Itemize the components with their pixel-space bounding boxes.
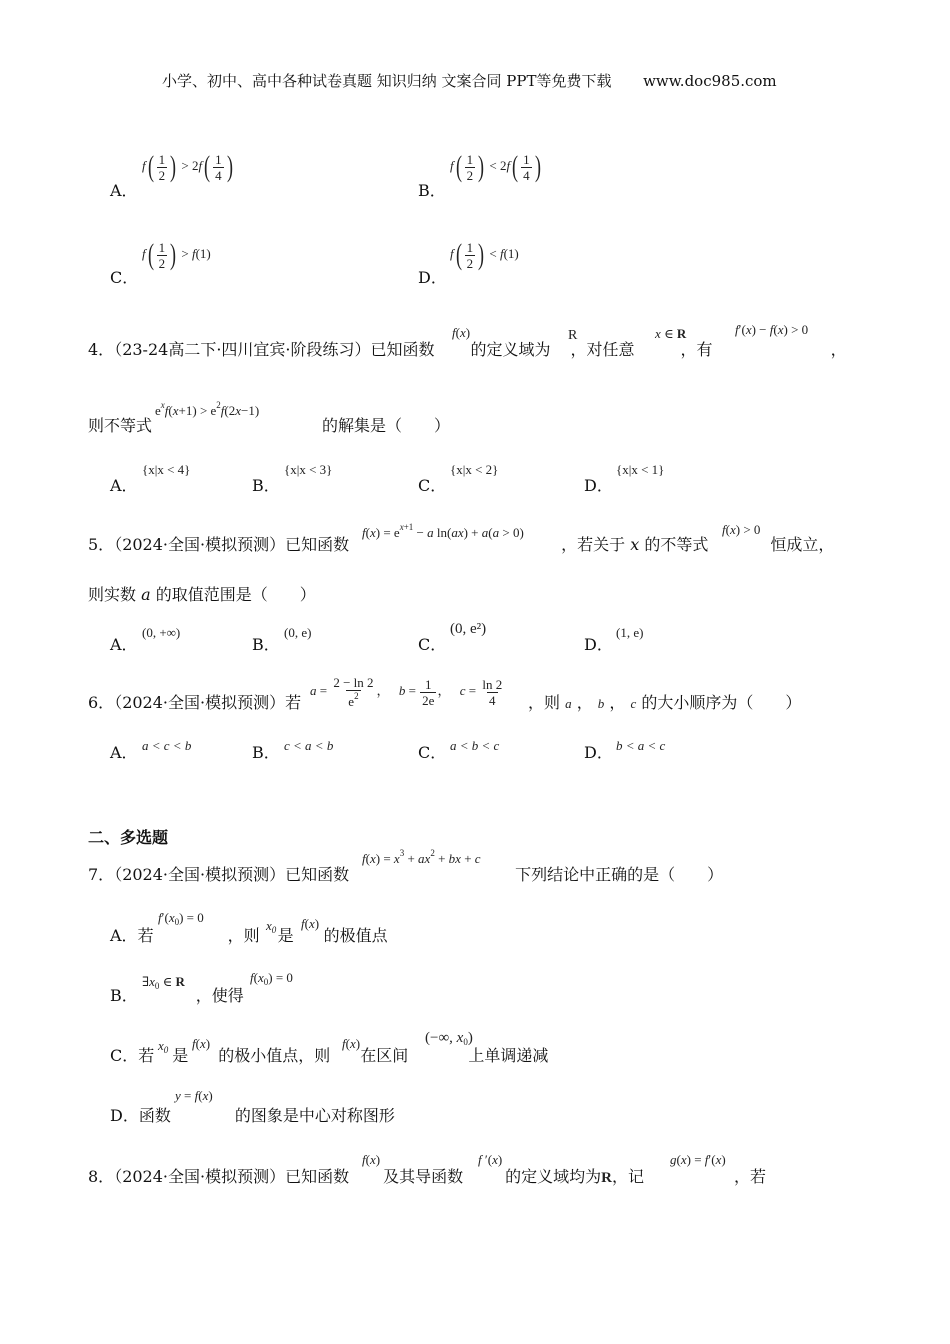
q5-option-a-label: A． [110,635,138,654]
q5-inequality-math: f(x) > 0 [722,522,761,537]
q8-fx-math: f(x) [362,1152,381,1167]
q6-option-d-math: b < a < c [616,738,666,753]
q5-option-c-math: (0, e²) [450,621,487,637]
q5-line1: 5．（2024·全国·模拟预测）已知函数 ，若关于 x 的不等式 恒成立， [88,535,835,554]
q4-inequality-math: $e^xf(x+1) > e^2f(2x-1)$ [155,400,260,418]
q5-option-d-math: (1, e) [616,625,644,640]
q4-option-b-math: {x|x < 3} [284,462,333,477]
q3-option-d-math: f( $\frac{1}{2}$ ) < f(1) [450,238,519,271]
q5-option-b-math: (0, e) [284,625,312,640]
q6-line1: 6．（2024·全国·模拟预测）若 [88,693,302,712]
q6-option-b-math: c < a < b [284,738,334,753]
q6-a-definition-math: a = $\frac{2 - \ln 2}{e^2}$ ， b = $\frac{1}{2e}$ ， c = $\frac{\ln 2}{4}$ [310,675,503,709]
q8-line1: 8．（2024·全国·模拟预测）已知函数 及其导函数 的定义域均为R，记 ，若 [88,1167,767,1186]
q3-option-c-math: f( $\frac{1}{2}$ ) > f(1) [142,238,211,271]
q4-option-a-math: {x|x < 4} [142,462,191,477]
q6-option-b-label: B． [252,743,280,762]
q4-fx-math: f(x) [452,325,471,340]
q6-option-c-math: a < b < c [450,738,500,753]
q7-function-math: $f(x) = x^3 + ax^2$ + bx + c [362,848,481,866]
q4-line1: 4．（23-24高二下·四川宜宾·阶段练习）已知函数 的定义域为 ，对任意 ，有 ， [88,340,847,359]
q7-c-x0-math: $x_0$ [158,1038,169,1055]
q5-option-a-math: (0, +∞) [142,625,181,640]
q3-option-a-label: A． [110,181,138,200]
q4-option-c-label: C． [418,476,447,495]
q3-option-b-label: B． [418,181,446,200]
q5-option-d-label: D． [584,635,613,654]
q7-a-fx-math: f(x) [301,916,320,931]
q6-line1-tail: ，则 a ， b ， c 的大小顺序为（ ） [528,693,802,712]
q7-c-fx-math: f(x) [192,1036,211,1051]
header-url: www.doc985.com [643,72,777,90]
q7-c-interval-math: (−∞, $x_0$) [425,1030,473,1047]
q3-option-d-label: D． [418,268,447,287]
q4-line2: 则不等式 的解集是（ ） [88,416,451,435]
q5-line2: 则实数 a 的取值范围是（ ） [88,585,316,604]
q5-option-c-label: C． [418,635,447,654]
q4-condition-math: f′(x) − f(x) > 0 [735,322,809,337]
q4-option-c-math: {x|x < 2} [450,462,499,477]
q3-option-b-math: f( $\frac{1}{2}$ ) < 2f( $\frac{1}{4}$ ) [450,150,541,183]
q5-function-math: $f(x) = e^{x+1} - a$ ln(ax) + a(a > 0) [362,522,524,540]
q8-derivative-math: f ′(x) [478,1152,503,1167]
q6-option-c-label: C． [418,743,447,762]
q7-line1: 7．（2024·全国·模拟预测）已知函数 下列结论中正确的是（ ） [88,865,724,884]
q4-option-d-label: D． [584,476,613,495]
section-title: 二、多选题 [88,828,169,847]
q7-option-a: A．若 ，则 是 的极值点 [110,926,388,945]
q4-x-in-r-math: x ∈ R [655,326,687,341]
q4-option-a-label: A． [110,476,138,495]
q7-option-c: C．若 是 的极小值点，则 在区间 上单调递减 [110,1046,549,1065]
q3-option-a-math: f( $\frac{1}{2}$ ) > 2f( $\frac{1}{4}$ ) [142,150,233,183]
q3-option-c-label: C． [110,268,139,287]
q5-option-b-label: B． [252,635,280,654]
q4-option-b-label: B． [252,476,280,495]
q6-option-d-label: D． [584,743,613,762]
q6-option-a-label: A． [110,743,138,762]
q6-option-a-math: a < c < b [142,738,192,753]
q8-g-definition-math: g(x) = f′(x) [670,1152,726,1167]
q7-a-x0-math: $x_0$ [266,918,277,935]
q7-option-d: D．函数 的图象是中心对称图形 [110,1106,395,1125]
q4-domain-math: R [568,328,578,343]
q4-option-d-math: {x|x < 1} [616,462,665,477]
q7-b-equation-math: $f(x_0) = 0$ [250,970,293,987]
q7-a-derivative-math: $f'(x_0) = 0$ [158,910,204,927]
q7-b-exists-math: $\exists x_0$ ∈ R [142,974,185,991]
page-header [162,70,777,91]
header-text: 小学、初中、高中各种试卷真题 知识归纳 文案合同 PPT等免费下载 [162,72,612,90]
q7-d-y-math: y = f(x) [175,1088,213,1103]
q7-option-b: B． ，使得 [110,986,244,1005]
q7-c-fx2-math: f(x) [342,1036,361,1051]
